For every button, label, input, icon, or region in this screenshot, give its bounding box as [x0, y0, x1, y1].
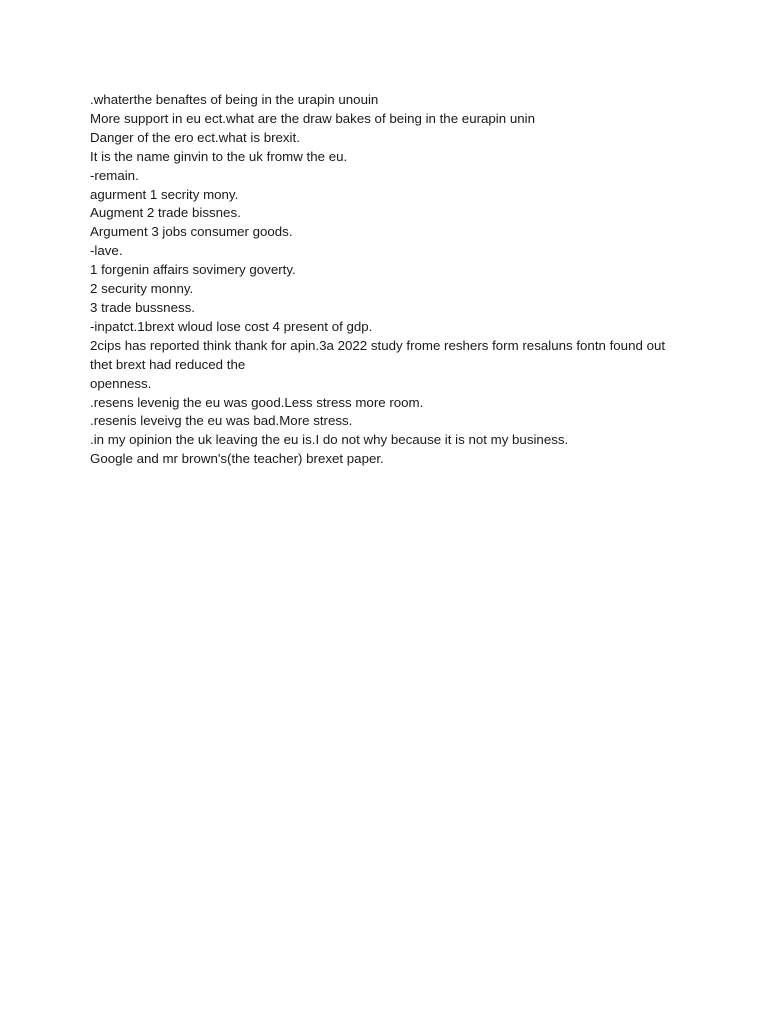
text-line: 2cips has reported think thank for apin.3a 2022 study frome reshers form resaluns fontn found out thet brext had reduced the	[90, 337, 666, 372]
text-line: Danger of the ero ect.what is brexit.	[90, 129, 300, 145]
text-line: .in my opinion the uk leaving the eu is.I do not why because it is not my business.	[90, 432, 569, 448]
text-line: 2 security monny.	[90, 281, 194, 297]
text-line: Augment 2 trade bissnes.	[90, 205, 241, 221]
text-line: openness.	[90, 375, 152, 391]
text-line: More support in eu ect.what are the draw bakes of being in the eurapin unin	[90, 110, 535, 126]
text-line: .resens levenig the eu was good.Less stress more room.	[90, 394, 424, 410]
text-line: -inpatct.1brext wloud lose cost 4 present of gdp.	[90, 318, 373, 334]
text-line: agurment 1 secrity mony.	[90, 186, 239, 202]
text-line: Google and mr brown's(the teacher) brexet paper.	[90, 451, 384, 467]
document-body	[90, 91, 680, 469]
text-line: -lave.	[90, 243, 123, 259]
text-line: It is the name ginvin to the uk fromw the eu.	[90, 148, 348, 164]
text-line: -remain.	[90, 167, 139, 183]
text-line: .resenis leveivg the eu was bad.More stress.	[90, 413, 353, 429]
text-line: Argument 3 jobs consumer goods.	[90, 224, 293, 240]
text-line: 3 trade bussness.	[90, 299, 195, 315]
text-line: .whaterthe benaftes of being in the urapin unouin	[90, 92, 379, 107]
text-line: 1 forgenin affairs sovimery goverty.	[90, 262, 296, 278]
